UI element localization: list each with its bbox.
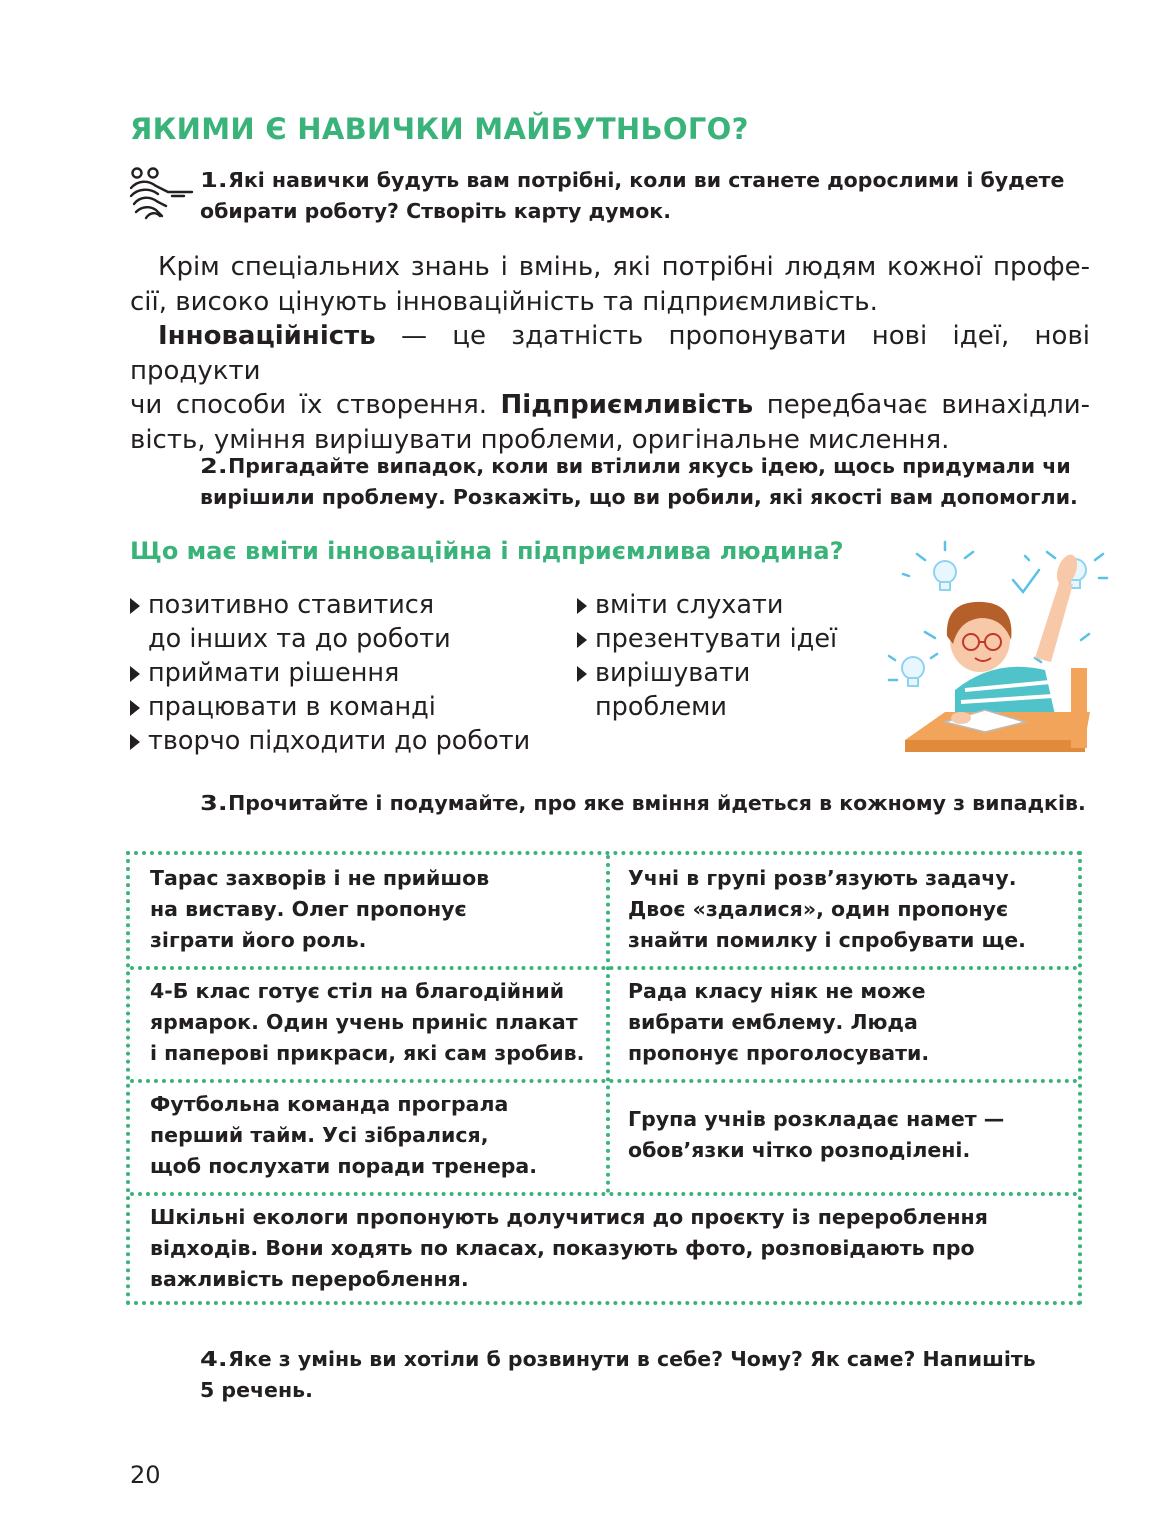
task-2-line-1: Пригадайте випадок, коли ви втілили якусь ідею, щось придумали чи xyxy=(228,454,1071,478)
case-line: Група учнів розкладає намет — xyxy=(628,1107,1005,1131)
student-raising-hand-illustration xyxy=(885,540,1110,770)
definition-text-1: — це здатність пропонувати нові ідеї, нові продукти xyxy=(130,321,1090,386)
task-1-line-1: Які навички будуть вам потрібні, коли ви станете дорослими і будете xyxy=(228,168,1065,192)
skill-text: вміти слухати xyxy=(595,590,784,620)
section-heading: ЯКИМИ Є НАВИЧКИ МАЙБУТНЬОГО? xyxy=(130,112,749,146)
page-number: 20 xyxy=(130,1461,161,1489)
definition-line-2 xyxy=(130,388,1090,423)
skill-item xyxy=(128,588,568,656)
table-divider xyxy=(606,855,610,1193)
case-line: щоб послухати поради тренера. xyxy=(150,1154,538,1178)
case-line: Учні в групі розв’язують задачу. xyxy=(628,866,1017,890)
skills-subheading: Що має вміти інноваційна і підприємлива людина? xyxy=(130,537,844,565)
bullet-triangle-icon xyxy=(130,734,140,750)
case-line: відходів. Вони ходять по класах, показують фото, розповідають про xyxy=(150,1236,975,1260)
case-line: знайти помилку і спробувати ще. xyxy=(628,928,1026,952)
skill-text-cont: до інших та до роботи xyxy=(148,624,451,654)
task-2-number: 2. xyxy=(200,454,228,478)
bullet-triangle-icon xyxy=(577,598,587,614)
skill-text: позитивно ставитися xyxy=(148,590,435,620)
table-divider xyxy=(130,1079,1078,1083)
case-line: Футбольна команда програла xyxy=(150,1092,509,1116)
skills-list-right xyxy=(575,588,875,724)
cases-table xyxy=(126,851,1082,1305)
case-line: 4-Б клас готує стіл на благодійний xyxy=(150,979,565,1003)
task-4-line-1: Яке з умінь ви хотіли б розвинути в себе? Чому? Як саме? Напишіть xyxy=(228,1347,1036,1371)
case-cell xyxy=(150,1089,600,1182)
table-divider xyxy=(130,1192,1078,1196)
bullet-triangle-icon xyxy=(130,598,140,614)
task-1 xyxy=(200,165,1090,227)
task-4 xyxy=(200,1344,1090,1406)
bullet-triangle-icon xyxy=(577,666,587,682)
case-line: на виставу. Олег пропонує xyxy=(150,897,467,921)
task-1-number: 1. xyxy=(200,168,228,192)
definition-text-3: передбачає винахідли- xyxy=(753,390,1091,420)
term-entrepreneurship: Підприємливість xyxy=(500,390,754,420)
skill-item xyxy=(575,588,875,622)
case-cell xyxy=(628,976,1078,1069)
definition-text-2: чи способи їх створення. xyxy=(130,390,501,420)
skill-text: приймати рішення xyxy=(148,658,400,688)
case-line: важливість перероблення. xyxy=(150,1267,469,1291)
case-line: ярмарок. Один учень приніс плакат xyxy=(150,1010,578,1034)
task-3-number: 3. xyxy=(200,791,228,815)
case-line: перший тайм. Усі зібралися, xyxy=(150,1123,489,1147)
skill-item xyxy=(128,690,568,724)
skill-item xyxy=(575,622,875,656)
case-cell xyxy=(150,976,606,1069)
task-3 xyxy=(200,788,1090,819)
case-line: вибрати емблему. Люда xyxy=(628,1010,918,1034)
case-line: Двоє «здалися», один пропонує xyxy=(628,897,1009,921)
case-cell xyxy=(628,863,1078,956)
case-cell-wide xyxy=(150,1202,1070,1295)
intro-line-2: сії, високо цінують інноваційність та підприємливість. xyxy=(130,286,878,317)
case-cell xyxy=(150,863,600,956)
intro-paragraph xyxy=(130,250,1090,457)
task-2-line-2: вирішили проблему. Розкажіть, що ви робили, які якості вам допомогли. xyxy=(200,485,1078,509)
bullet-triangle-icon xyxy=(130,666,140,682)
case-line: Рада класу ніяк не може xyxy=(628,979,926,1003)
intro-line-1: Крім спеціальних знань і вмінь, які потрібні людям кожної профе- xyxy=(158,252,1090,282)
skills-list-left xyxy=(128,588,568,758)
skill-text: творчо підходити до роботи xyxy=(148,726,531,756)
skill-text: вирішувати xyxy=(595,658,751,688)
definition-line-1 xyxy=(130,319,1090,388)
case-line: зіграти його роль. xyxy=(150,928,367,952)
task-2 xyxy=(200,451,1090,513)
case-cell xyxy=(628,1104,1078,1166)
task-3-text: Прочитайте і подумайте, про яке вміння йдеться в кожному з випадків. xyxy=(228,791,1086,815)
skill-text: працювати в команді xyxy=(148,692,436,722)
task-4-line-2: 5 речень. xyxy=(200,1378,313,1402)
task-4-number: 4. xyxy=(200,1347,228,1371)
case-line: Тарас захворів і не прийшов xyxy=(150,866,490,890)
group-work-icon xyxy=(128,166,194,222)
case-line: і паперові прикраси, які сам зробив. xyxy=(150,1041,585,1065)
skill-item xyxy=(575,656,875,724)
skill-item xyxy=(128,724,568,758)
bullet-triangle-icon xyxy=(130,700,140,716)
table-divider xyxy=(130,966,1078,970)
case-line: Шкільні екологи пропонують долучитися до проєкту із перероблення xyxy=(150,1205,988,1229)
task-1-line-2: обирати роботу? Створіть карту думок. xyxy=(200,199,672,223)
skill-text-cont: проблеми xyxy=(595,692,727,722)
skill-item xyxy=(128,656,568,690)
definition-line-3: вість, уміння вирішувати проблеми, оригінальне мислення. xyxy=(130,424,950,455)
case-line: пропонує проголосувати. xyxy=(628,1041,930,1065)
term-innovation: Інноваційність xyxy=(158,321,376,351)
skill-text: презентувати ідеї xyxy=(595,624,838,654)
case-line: обов’язки чітко розподілені. xyxy=(628,1138,971,1162)
bullet-triangle-icon xyxy=(577,632,587,648)
